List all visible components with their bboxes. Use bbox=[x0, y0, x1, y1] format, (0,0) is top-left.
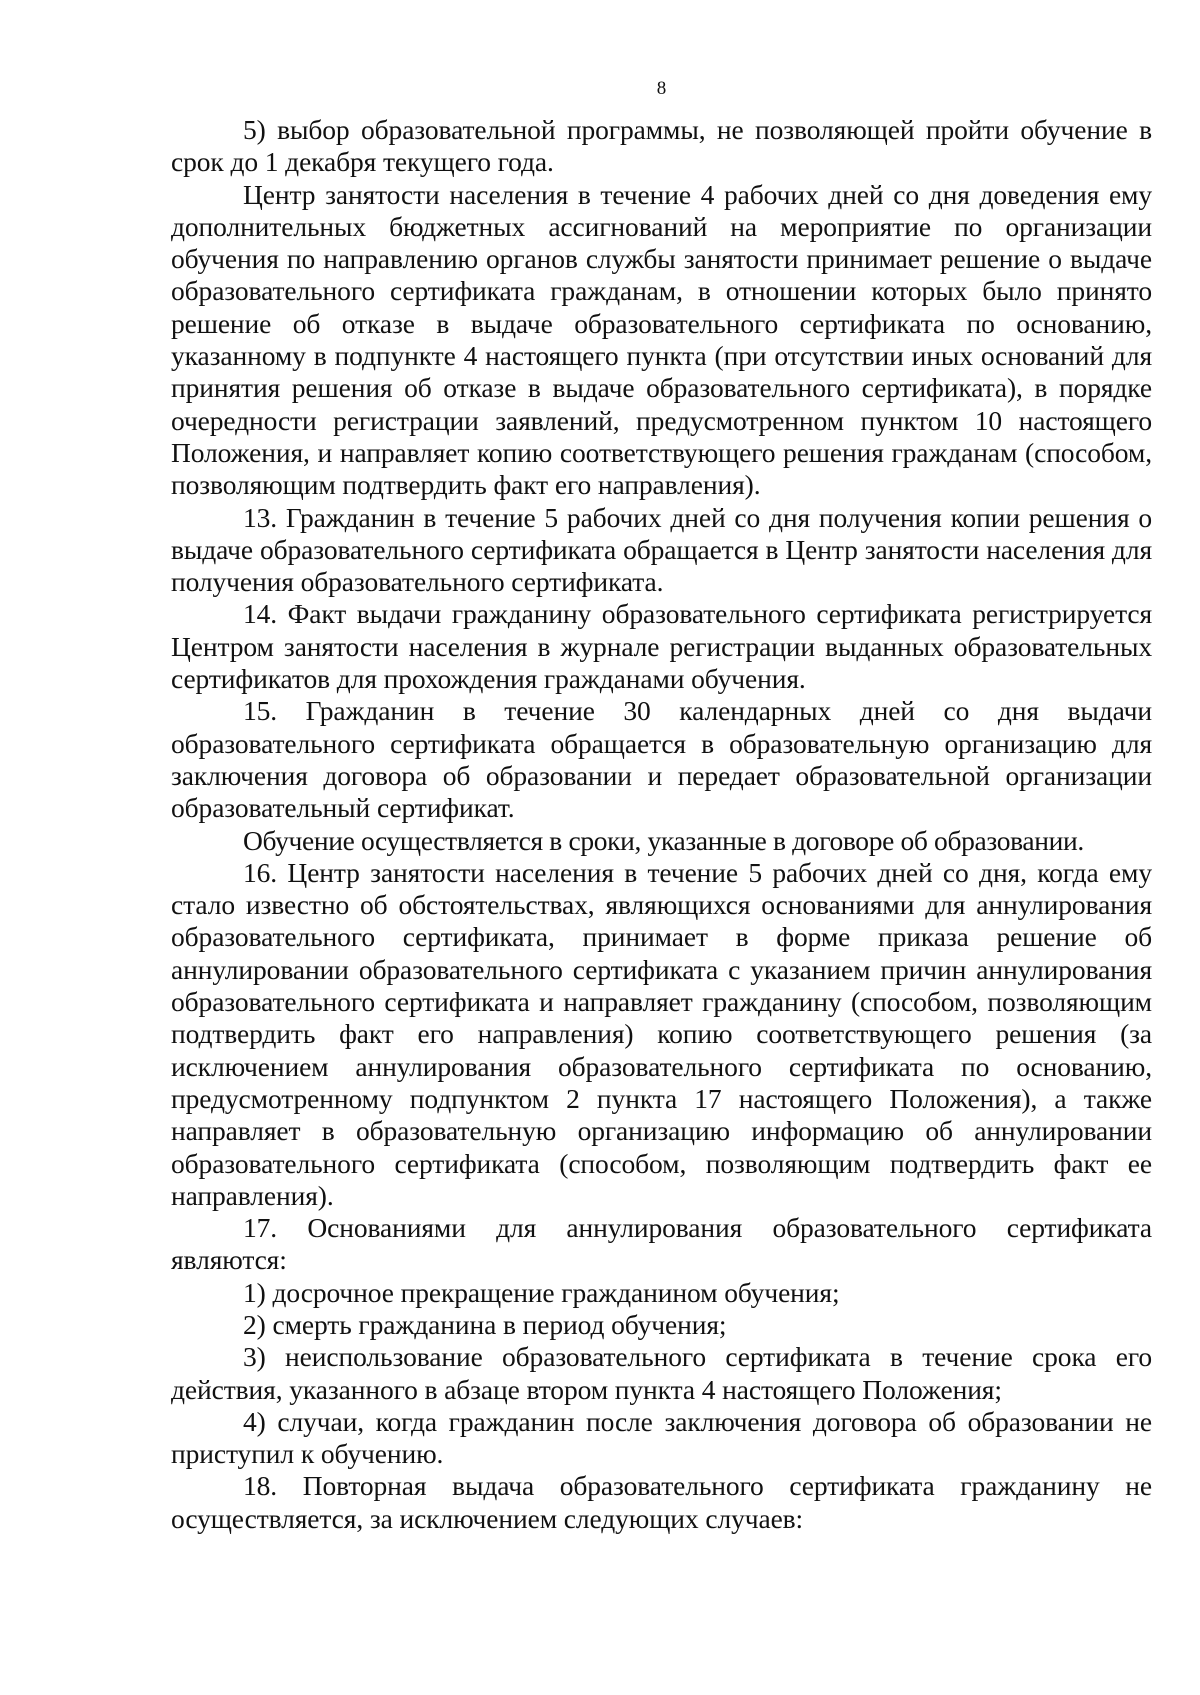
paragraph-17-item-4: 4) случаи, когда гражданин после заключения договора об образовании не приступил к обучению. bbox=[171, 1405, 1152, 1470]
paragraph-17-item-3: 3) неиспользование образовательного сертификата в течение срока его действия, указанного в абзаце втором пункта 4 настоящего Положения; bbox=[171, 1341, 1152, 1405]
paragraph-item-5-reason: 5) выбор образовательной программы, не позволяющей пройти обучение в срок до 1 декабря текущего года. bbox=[171, 114, 1152, 178]
paragraph-14: 14. Факт выдачи гражданину образовательного сертификата регистрируется Центром занятости населения в журнале регистрации выданных образовательных сертификатов для прохождения гражданами обучения. bbox=[171, 598, 1152, 695]
paragraph-15: 15. Гражданин в течение 30 календарных дней со дня выдачи образовательного сертификата обращается в образовательную организацию для заключения договора об образовании и передает образовательной организации образовательный сертификат. bbox=[171, 695, 1152, 824]
paragraph-18: 18. Повторная выдача образовательного сертификата гражданину не осуществляется, за исключением следующих случаев: bbox=[171, 1470, 1152, 1534]
paragraph-16: 16. Центр занятости населения в течение 5 рабочих дней со дня, когда ему стало известно об обстоятельствах, являющихся основаниями для аннулирования образовательного сертификата, принимает в форме приказа решение об аннулировании образовательного сертификата с указанием причин аннулирования образовательного сертификата и направляет гражданину (способом, позволяющим подтвердить факт его направления) копию соответствующего решения (за исключением аннулирования образовательного сертификата по основанию, предусмотренному подпунктом 2 пункта 17 настоящего Положения), а также направляет в образовательную организацию информацию об аннулировании образовательного сертификата (способом, позволяющим подтвердить факт ее направления). bbox=[171, 856, 1152, 1211]
paragraph-training-terms: Обучение осуществляется в сроки, указанные в договоре об образовании. bbox=[243, 824, 1084, 856]
page-number: 8 bbox=[656, 78, 667, 99]
document-body bbox=[171, 114, 1152, 1535]
paragraph-reissue-decision: Центр занятости населения в течение 4 рабочих дней со дня доведения ему дополнительных бюджетных ассигнований на мероприятие по организации обучения по направлению органов службы занятости принимает решение о выдаче образовательного сертификата гражданам, в отношении которых было принято решение об отказе в выдаче образовательного сертификата по основанию, указанному в подпункте 4 настоящего пункта (при отсутствии иных оснований для принятия решения об отказе в выдаче образовательного сертификата), в порядке очередности регистрации заявлений, предусмотренном пунктом 10 настоящего Положения, и направляет копию соответствующего решения гражданам (способом, позволяющим подтвердить факт его направления). bbox=[171, 178, 1152, 501]
paragraph-17-item-1: 1) досрочное прекращение гражданином обучения; bbox=[243, 1276, 840, 1308]
paragraph-17: 17. Основаниями для аннулирования образовательного сертификата являются: bbox=[171, 1212, 1152, 1276]
paragraph-13: 13. Гражданин в течение 5 рабочих дней со дня получения копии решения о выдаче образовательного сертификата обращается в Центр занятости населения для получения образовательного сертификата. bbox=[171, 501, 1152, 598]
paragraph-17-item-2: 2) смерть гражданина в период обучения; bbox=[243, 1308, 727, 1340]
